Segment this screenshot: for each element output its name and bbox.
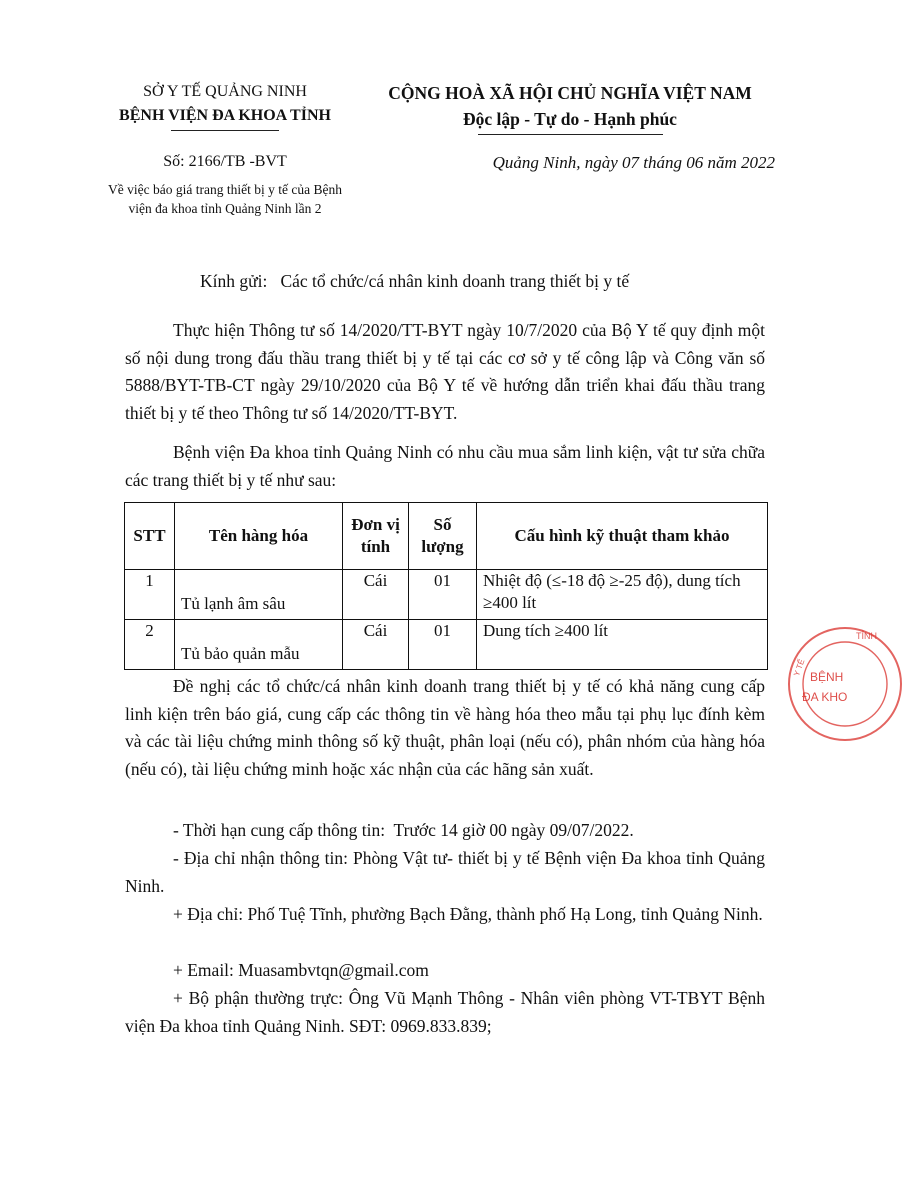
subject-line-2: viện đa khoa tỉnh Quảng Ninh lần 2 — [128, 201, 322, 216]
address-intro: - Địa chỉ nhận thông tin: Phòng Vật tư- thiết bị y tế Bệnh viện Đa khoa tỉnh Quảng Ninh. — [125, 848, 765, 896]
table-header-row — [125, 503, 768, 570]
contact-line: + Bộ phận thường trực: Ông Vũ Mạnh Thông - Nhân viên phòng VT-TBYT Bệnh viện Đa khoa tỉnh Quảng Ninh. SĐT: 0969.833.839; — [125, 988, 765, 1036]
table-row — [125, 570, 768, 620]
subject-line-1: Về việc báo giá trang thiết bị y tế của Bệnh — [108, 182, 342, 197]
right-header-rule — [478, 134, 663, 135]
header-unit: Đơn vị tính — [343, 503, 409, 570]
row-quantity: 01 — [409, 570, 477, 620]
header-spec: Cấu hình kỹ thuật tham khảo — [477, 503, 768, 570]
stamp-ring-top: TỈNH — [856, 631, 877, 641]
right-header — [355, 80, 785, 135]
row-item-name: Tủ bảo quản mẫu — [175, 620, 343, 670]
email-line: + Email: Muasambvtqn@gmail.com — [173, 960, 429, 980]
header-stt: STT — [125, 503, 175, 570]
stamp-ring-left: Y TẾ — [792, 657, 807, 678]
left-header — [80, 80, 370, 131]
request-paragraph: Đề nghị các tổ chức/cá nhân kinh doanh trang thiết bị y tế có khả năng cung cấp linh kiện trên báo giá, cung cấp các thông tin về hàng hóa theo mẫu tại phụ lục đính kèm và các tài liệu chứng minh thông số kỹ thuật, phân loại (nếu có), phân nhóm của hàng hóa (nếu có), tài liệu chứng minh hoặc xác nhận của các hãng sản xuất. — [125, 676, 765, 779]
need-paragraph: Bệnh viện Đa khoa tỉnh Quảng Ninh có nhu cầu mua sắm linh kiện, vật tư sửa chữa các trang thiết bị y tế như sau: — [125, 442, 765, 490]
stamp-text-line1: BỆNH — [810, 670, 844, 684]
row-unit: Cái — [343, 620, 409, 670]
document-subject — [80, 180, 370, 218]
department-name: SỞ Y TẾ QUẢNG NINH — [143, 83, 307, 100]
national-motto: Độc lập - Tự do - Hạnh phúc — [463, 109, 677, 129]
hospital-name: BỆNH VIỆN ĐA KHOA TỈNH — [119, 107, 331, 124]
deadline-line: - Thời hạn cung cấp thông tin: Trước 14 giờ 00 ngày 09/07/2022. — [173, 820, 634, 840]
document-number: Số: 2166/TB -BVT — [163, 153, 287, 170]
left-header-rule — [171, 130, 279, 131]
items-table — [124, 502, 768, 670]
row-item-name: Tủ lạnh âm sâu — [175, 570, 343, 620]
recipient-line: Kính gửi: Các tổ chức/cá nhân kinh doanh trang thiết bị y tế — [200, 271, 630, 291]
row-spec: Dung tích ≥400 lít — [477, 620, 768, 670]
row-stt: 2 — [125, 620, 175, 670]
address-line: + Địa chỉ: Phố Tuệ Tĩnh, phường Bạch Đằng, thành phố Hạ Long, tỉnh Quảng Ninh. — [173, 904, 763, 924]
red-seal-stamp — [786, 625, 904, 743]
intro-paragraph: Thực hiện Thông tư số 14/2020/TT-BYT ngày 10/7/2020 của Bộ Y tế quy định một số nội dung trong đấu thầu trang thiết bị y tế tại các cơ sở y tế công lập và Công văn số 5888/BYT-TB-CT ngày 29/10/2020 của Bộ Y tế về hướng dẫn triển khai đấu thầu trang thiết bị y tế theo Thông tư số 14/2020/TT-BYT. — [125, 320, 765, 423]
row-unit: Cái — [343, 570, 409, 620]
row-spec: Nhiệt độ (≤-18 độ ≥-25 độ), dung tích ≥400 lít — [477, 570, 768, 620]
row-stt: 1 — [125, 570, 175, 620]
header-quantity: Số lượng — [409, 503, 477, 570]
country-name: CỘNG HOÀ XÃ HỘI CHỦ NGHĨA VIỆT NAM — [388, 83, 752, 103]
table-row — [125, 620, 768, 670]
document-date: Quảng Ninh, ngày 07 tháng 06 năm 2022 — [492, 153, 775, 172]
row-quantity: 01 — [409, 620, 477, 670]
header-item-name: Tên hàng hóa — [175, 503, 343, 570]
stamp-text-line2: ĐA KHO — [802, 690, 848, 704]
